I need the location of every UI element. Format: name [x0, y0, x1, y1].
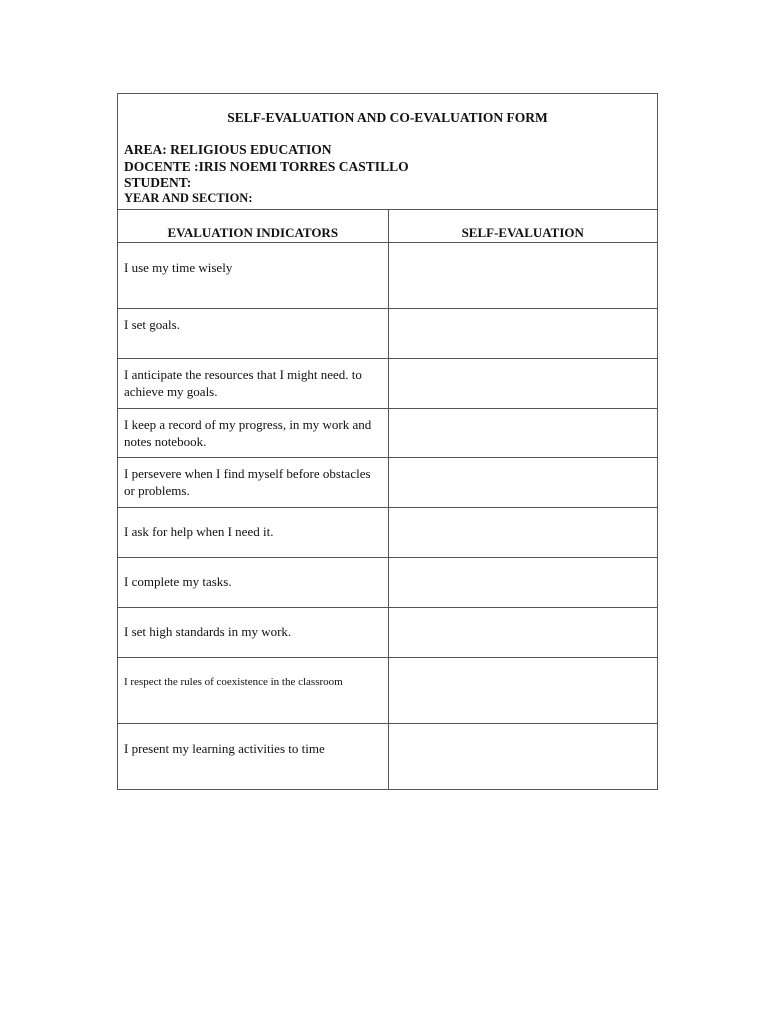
- indicator-cell: I complete my tasks.: [118, 557, 388, 607]
- header-self-evaluation: SELF-EVALUATION: [388, 210, 657, 242]
- table-row: [118, 507, 657, 557]
- table-header-row: [118, 210, 657, 242]
- table-row: [118, 657, 657, 723]
- indicator-cell: I respect the rules of coexistence in the classroom: [118, 657, 388, 723]
- indicator-cell: I set high standards in my work.: [118, 607, 388, 657]
- self-evaluation-cell[interactable]: [388, 242, 657, 308]
- table-row: [118, 308, 657, 358]
- self-evaluation-cell[interactable]: [388, 607, 657, 657]
- indicator-cell: I keep a record of my progress, in my work and notes notebook.: [118, 408, 388, 457]
- self-evaluation-cell[interactable]: [388, 457, 657, 507]
- table-row: [118, 557, 657, 607]
- indicator-cell: I use my time wisely: [118, 242, 388, 308]
- self-evaluation-cell[interactable]: [388, 557, 657, 607]
- table-row: [118, 242, 657, 308]
- self-evaluation-cell[interactable]: [388, 358, 657, 408]
- year-section-label: YEAR AND SECTION:: [124, 191, 253, 205]
- table-row: [118, 607, 657, 657]
- indicator-cell: I persevere when I find myself before obstacles or problems.: [118, 457, 388, 507]
- area-label: AREA: RELIGIOUS EDUCATION: [124, 142, 332, 157]
- form-title: SELF-EVALUATION AND CO-EVALUATION FORM: [227, 110, 548, 125]
- self-evaluation-cell[interactable]: [388, 308, 657, 358]
- self-evaluation-cell[interactable]: [388, 657, 657, 723]
- indicator-cell: I present my learning activities to time: [118, 723, 388, 789]
- indicator-cell: I ask for help when I need it.: [118, 507, 388, 557]
- self-evaluation-cell[interactable]: [388, 723, 657, 789]
- table-row: [118, 723, 657, 789]
- indicator-cell: I set goals.: [118, 308, 388, 358]
- student-label: STUDENT:: [124, 175, 192, 190]
- header-evaluation-indicators: EVALUATION INDICATORS: [118, 210, 388, 242]
- table-row: [118, 358, 657, 408]
- self-evaluation-cell[interactable]: [388, 507, 657, 557]
- form-header: [118, 94, 657, 210]
- docente-label: DOCENTE :IRIS NOEMI TORRES CASTILLO: [124, 158, 409, 174]
- table-row: [118, 408, 657, 457]
- table-row: [118, 457, 657, 507]
- evaluation-form: [117, 93, 658, 790]
- self-evaluation-cell[interactable]: [388, 408, 657, 457]
- indicator-cell: I anticipate the resources that I might need. to achieve my goals.: [118, 358, 388, 408]
- evaluation-table: [118, 210, 657, 789]
